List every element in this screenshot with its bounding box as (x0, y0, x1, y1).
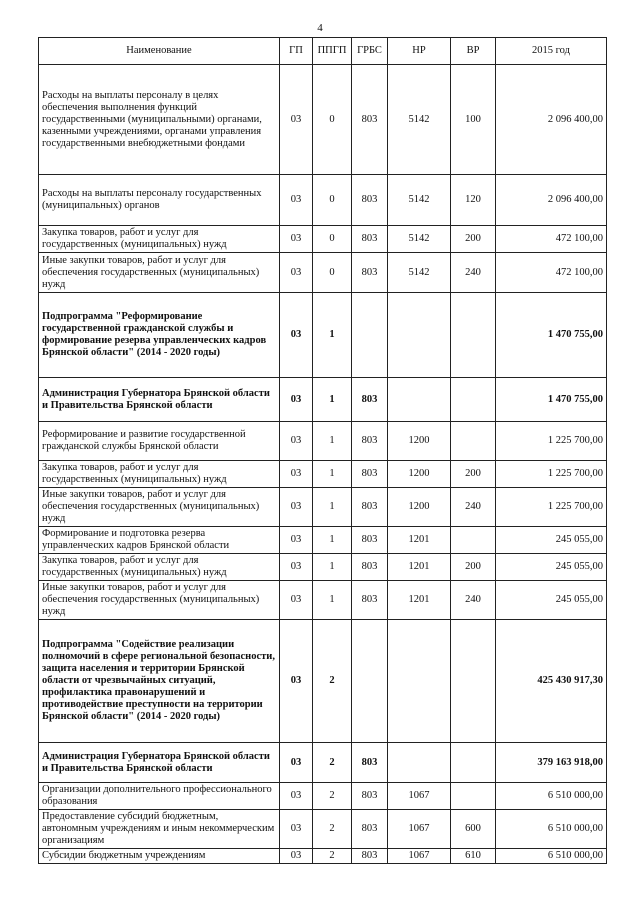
row-vr (451, 620, 496, 743)
row-grbs: 803 (352, 554, 388, 581)
row-ppgp: 2 (313, 743, 352, 783)
header-year: 2015 год (496, 38, 607, 65)
table-row (39, 65, 607, 175)
table-row (39, 783, 607, 810)
row-nr: 5142 (388, 226, 451, 253)
row-ppgp: 1 (313, 488, 352, 527)
header-gp: ГП (280, 38, 313, 65)
table-row (39, 743, 607, 783)
table-row (39, 488, 607, 527)
row-vr: 600 (451, 810, 496, 849)
row-amount: 1 225 700,00 (496, 422, 607, 461)
row-vr: 200 (451, 226, 496, 253)
table-header-row (39, 38, 607, 65)
row-vr (451, 422, 496, 461)
table-row (39, 422, 607, 461)
row-grbs: 803 (352, 810, 388, 849)
row-nr: 1201 (388, 554, 451, 581)
row-name: Расходы на выплаты персоналу государственных (муниципальных) органов (39, 175, 280, 226)
row-nr: 1200 (388, 461, 451, 488)
row-name: Предоставление субсидий бюджетным, автономным учреждениям и иным некоммерческим организациям (39, 810, 280, 849)
row-amount: 1 225 700,00 (496, 461, 607, 488)
table-row (39, 620, 607, 743)
row-vr: 200 (451, 461, 496, 488)
row-name: Администрация Губернатора Брянской области и Правительства Брянской области (39, 378, 280, 422)
row-grbs: 803 (352, 461, 388, 488)
row-name: Формирование и подготовка резерва управленческих кадров Брянской области (39, 527, 280, 554)
row-vr (451, 743, 496, 783)
header-name: Наименование (39, 38, 280, 65)
row-grbs: 803 (352, 527, 388, 554)
row-gp: 03 (280, 743, 313, 783)
row-ppgp: 0 (313, 175, 352, 226)
table-row (39, 226, 607, 253)
row-grbs: 803 (352, 849, 388, 864)
row-gp: 03 (280, 488, 313, 527)
row-gp: 03 (280, 849, 313, 864)
row-amount: 425 430 917,30 (496, 620, 607, 743)
row-name: Подпрограмма "Содействие реализации полномочий в сфере региональной безопасности, защита населения и территории Брянской области от чрезвычайных ситуаций, профилактика правонарушений и противодействие преступности на территории Брянской области" (2014 - 2020 годы) (39, 620, 280, 743)
row-name: Иные закупки товаров, работ и услуг для обеспечения государственных (муниципальных) нужд (39, 581, 280, 620)
row-name: Реформирование и развитие государственной гражданской службы Брянской области (39, 422, 280, 461)
row-grbs (352, 620, 388, 743)
table-row (39, 461, 607, 488)
row-nr (388, 378, 451, 422)
row-gp: 03 (280, 378, 313, 422)
table-row (39, 554, 607, 581)
row-vr: 120 (451, 175, 496, 226)
row-grbs: 803 (352, 743, 388, 783)
row-gp: 03 (280, 554, 313, 581)
row-nr (388, 293, 451, 378)
row-amount: 6 510 000,00 (496, 849, 607, 864)
row-amount: 6 510 000,00 (496, 783, 607, 810)
row-amount: 1 225 700,00 (496, 488, 607, 527)
row-ppgp: 0 (313, 253, 352, 293)
header-grbs: ГРБС (352, 38, 388, 65)
row-grbs: 803 (352, 783, 388, 810)
row-nr: 1067 (388, 849, 451, 864)
row-ppgp: 0 (313, 226, 352, 253)
table-row (39, 581, 607, 620)
row-ppgp: 2 (313, 849, 352, 864)
row-nr (388, 743, 451, 783)
row-grbs: 803 (352, 378, 388, 422)
row-vr: 200 (451, 554, 496, 581)
row-gp: 03 (280, 461, 313, 488)
row-ppgp: 2 (313, 783, 352, 810)
row-vr: 240 (451, 253, 496, 293)
row-vr (451, 378, 496, 422)
row-amount: 245 055,00 (496, 527, 607, 554)
row-ppgp: 1 (313, 581, 352, 620)
row-name: Закупка товаров, работ и услуг для государственных (муниципальных) нужд (39, 461, 280, 488)
row-gp: 03 (280, 65, 313, 175)
row-grbs: 803 (352, 65, 388, 175)
row-nr (388, 620, 451, 743)
row-ppgp: 2 (313, 620, 352, 743)
row-gp: 03 (280, 175, 313, 226)
row-nr: 1200 (388, 488, 451, 527)
row-name: Субсидии бюджетным учреждениям (39, 849, 280, 864)
row-gp: 03 (280, 226, 313, 253)
row-gp: 03 (280, 422, 313, 461)
row-grbs (352, 293, 388, 378)
row-ppgp: 1 (313, 293, 352, 378)
row-amount: 6 510 000,00 (496, 810, 607, 849)
row-nr: 5142 (388, 253, 451, 293)
row-gp: 03 (280, 527, 313, 554)
budget-table (38, 37, 607, 864)
row-amount: 379 163 918,00 (496, 743, 607, 783)
row-amount: 472 100,00 (496, 226, 607, 253)
row-grbs: 803 (352, 226, 388, 253)
row-grbs: 803 (352, 581, 388, 620)
table-row (39, 527, 607, 554)
row-vr: 100 (451, 65, 496, 175)
row-amount: 1 470 755,00 (496, 293, 607, 378)
row-nr: 1200 (388, 422, 451, 461)
row-ppgp: 1 (313, 554, 352, 581)
row-vr (451, 293, 496, 378)
row-vr (451, 527, 496, 554)
row-vr: 240 (451, 581, 496, 620)
row-vr: 610 (451, 849, 496, 864)
row-gp: 03 (280, 620, 313, 743)
table-row (39, 810, 607, 849)
row-gp: 03 (280, 293, 313, 378)
row-gp: 03 (280, 783, 313, 810)
row-nr: 5142 (388, 65, 451, 175)
row-vr (451, 783, 496, 810)
row-ppgp: 1 (313, 461, 352, 488)
row-ppgp: 0 (313, 65, 352, 175)
row-vr: 240 (451, 488, 496, 527)
row-name: Закупка товаров, работ и услуг для государственных (муниципальных) нужд (39, 554, 280, 581)
row-nr: 1067 (388, 810, 451, 849)
row-grbs: 803 (352, 488, 388, 527)
row-amount: 245 055,00 (496, 554, 607, 581)
row-grbs: 803 (352, 253, 388, 293)
row-amount: 245 055,00 (496, 581, 607, 620)
row-amount: 1 470 755,00 (496, 378, 607, 422)
row-name: Иные закупки товаров, работ и услуг для обеспечения государственных (муниципальных) нужд (39, 488, 280, 527)
table-row (39, 293, 607, 378)
table-row (39, 849, 607, 864)
table-row (39, 253, 607, 293)
row-ppgp: 1 (313, 527, 352, 554)
row-name: Закупка товаров, работ и услуг для государственных (муниципальных) нужд (39, 226, 280, 253)
row-grbs: 803 (352, 175, 388, 226)
row-nr: 1201 (388, 527, 451, 554)
row-amount: 2 096 400,00 (496, 65, 607, 175)
row-ppgp: 1 (313, 378, 352, 422)
row-ppgp: 1 (313, 422, 352, 461)
row-amount: 472 100,00 (496, 253, 607, 293)
table-row (39, 378, 607, 422)
header-ppgp: ППГП (313, 38, 352, 65)
row-name: Администрация Губернатора Брянской области и Правительства Брянской области (39, 743, 280, 783)
row-nr: 1201 (388, 581, 451, 620)
row-gp: 03 (280, 581, 313, 620)
row-nr: 5142 (388, 175, 451, 226)
row-ppgp: 2 (313, 810, 352, 849)
row-name: Подпрограмма "Реформирование государственной гражданской службы и формирование резерва управленческих кадров Брянской области" (2014 - 2020 годы) (39, 293, 280, 378)
row-name: Расходы на выплаты персоналу в целях обеспечения выполнения функций государственными (муниципальными) органами, казенными учреждениями, органами управления государственными внебюджетными фондами (39, 65, 280, 175)
header-nr: НР (388, 38, 451, 65)
table-row (39, 175, 607, 226)
row-name: Иные закупки товаров, работ и услуг для обеспечения государственных (муниципальных) нужд (39, 253, 280, 293)
row-gp: 03 (280, 253, 313, 293)
page-number: 4 (317, 22, 323, 34)
row-name: Организации дополнительного профессионального образования (39, 783, 280, 810)
row-amount: 2 096 400,00 (496, 175, 607, 226)
row-grbs: 803 (352, 422, 388, 461)
header-vr: ВР (451, 38, 496, 65)
row-nr: 1067 (388, 783, 451, 810)
row-gp: 03 (280, 810, 313, 849)
